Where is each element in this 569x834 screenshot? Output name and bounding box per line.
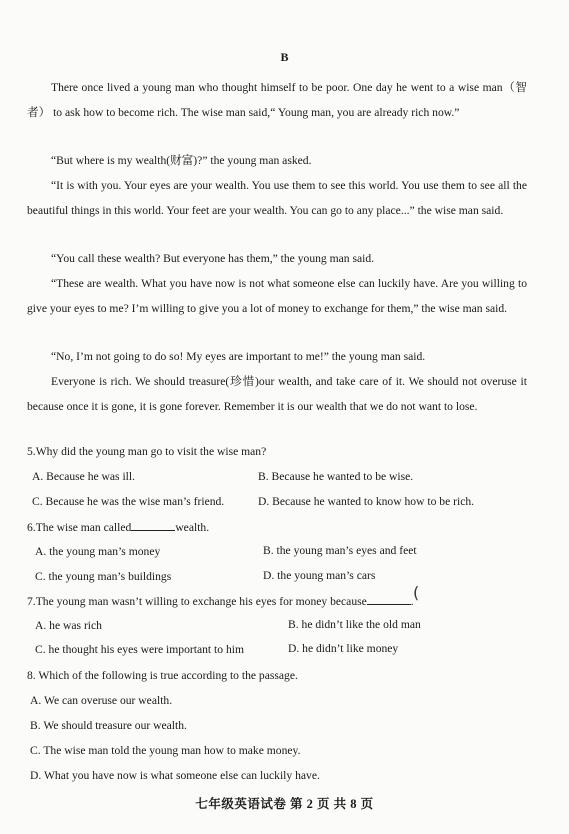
question-8-option-a: A. We can overuse our wealth.: [30, 694, 173, 707]
paragraph-text: “You call these wealth? But everyone has them,” the young man said.: [51, 252, 375, 265]
question-7-option-b: B. he didn’t like the old man: [288, 618, 421, 631]
question-8-stem: 8. Which of the following is true according to the passage.: [27, 669, 298, 682]
question-7-stem-start: 7.The young man wasn’t willing to exchange his eyes for money because: [27, 595, 367, 608]
paragraph-text: Everyone is rich. We should treasure(珍惜)our wealth, and take care of it. We should not overuse it because once it is gone, it is gone forever. Remember it is our wealth that we do not want to lose.: [27, 375, 527, 413]
paragraph-text: There once lived a young man who thought himself to be poor. One day he went to a wise man（智者） to ask how to become rich. The wise man said,“ Young man, you are already rich now.”: [27, 81, 527, 119]
question-6-option-b: B. the young man’s eyes and feet: [263, 544, 417, 557]
question-7-option-d: D. he didn’t like money: [288, 642, 399, 655]
question-7-option-a: A. he was rich: [35, 619, 102, 632]
question-7-option-c: C. he thought his eyes were important to him: [35, 643, 244, 656]
question-6-stem-end: wealth.: [175, 521, 210, 534]
passage-paragraph-3: [27, 174, 527, 223]
answer-blank: [367, 594, 411, 605]
passage-paragraph-7: [27, 370, 527, 419]
passage-paragraph-5: [27, 272, 527, 321]
question-8-option-c: C. The wise man told the young man how to make money.: [30, 744, 301, 757]
question-5-option-c: C. Because he was the wise man’s friend.: [32, 495, 225, 508]
answer-blank: [131, 520, 175, 531]
passage-paragraph-1: [27, 76, 527, 125]
paragraph-text: “But where is my wealth(财富)?” the young man asked.: [51, 154, 312, 167]
passage-paragraph-2: [27, 149, 527, 174]
question-5-option-a: A. Because he was ill.: [32, 470, 136, 483]
passage-paragraph-4: [27, 247, 527, 272]
question-7-stem: [27, 594, 414, 609]
question-6-stem-start: 6.The wise man called: [27, 521, 132, 534]
paragraph-text: “These are wealth. What you have now is not what someone else can luckily have. Are you willing to give your eyes to me? I’m willing to give you a lot of money to exchange for them,” the wise man said.: [27, 277, 527, 315]
question-8-option-d: D. What you have now is what someone else can luckily have.: [30, 769, 320, 782]
section-label: B: [280, 50, 289, 64]
question-8-option-b: B. We should treasure our wealth.: [30, 719, 187, 732]
paragraph-text: “No, I’m not going to do so! My eyes are important to me!” the young man said.: [51, 350, 426, 363]
question-6-option-c: C. the young man’s buildings: [35, 570, 172, 583]
question-5-stem: 5.Why did the young man go to visit the wise man?: [27, 445, 267, 458]
question-7-stem-end: .: [410, 595, 414, 608]
question-6-option-d: D. the young man’s cars: [263, 569, 376, 582]
question-5-option-b: B. Because he wanted to be wise.: [258, 470, 414, 483]
question-5-option-d: D. Because he wanted to know how to be rich.: [258, 495, 475, 508]
question-6-stem: [27, 520, 209, 535]
paragraph-text: “It is with you. Your eyes are your wealth. You use them to see this world. You use them to see all the beautiful things in this world. Your feet are your wealth. You can go to any place...” the wise man said.: [27, 179, 527, 217]
handwritten-mark: (: [413, 583, 420, 602]
page-footer: 七年级英语试卷 第 2 页 共 8 页: [195, 797, 374, 811]
passage-paragraph-6: [27, 345, 527, 370]
question-6-option-a: A. the young man’s money: [35, 545, 161, 558]
